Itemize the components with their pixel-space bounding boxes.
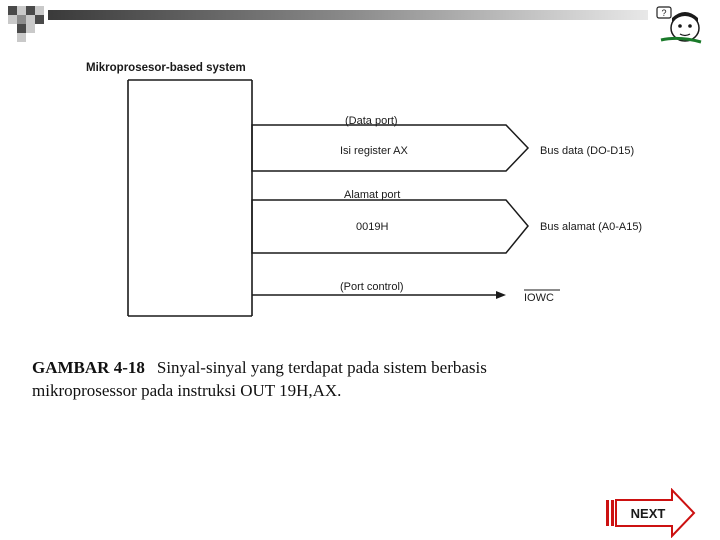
- svg-text:?: ?: [661, 8, 667, 18]
- address-bus-arrow: [252, 200, 528, 253]
- header-band: [0, 0, 720, 42]
- mascot-icon: [655, 6, 703, 46]
- checker-square: [26, 24, 35, 33]
- port-control-label: (Port control): [340, 281, 404, 293]
- control-arrowhead: [496, 291, 506, 299]
- checker-square: [35, 15, 44, 24]
- address-value-label: 0019H: [356, 221, 389, 233]
- next-button[interactable]: [604, 488, 698, 538]
- checker-square: [26, 15, 35, 24]
- figure-caption: [32, 356, 672, 402]
- checker-square: [17, 15, 26, 24]
- checker-square: [8, 15, 17, 24]
- caption-line-1: Sinyal-sinyal yang terdapat pada sistem berbasis: [156, 358, 487, 377]
- checker-square: [17, 33, 26, 42]
- iowc-label: IOWC: [524, 292, 554, 304]
- bus-data-label: Bus data (DO-D15): [540, 145, 635, 157]
- caption-line-2: mikroprosessor pada instruksi OUT 19H,AX.: [32, 381, 342, 400]
- checker-square: [17, 6, 26, 15]
- figure-number: GAMBAR 4-18: [32, 358, 145, 377]
- checker-square: [17, 24, 26, 33]
- bus-address-label: Bus alamat (A0-A15): [540, 221, 643, 233]
- address-port-label: Alamat port: [344, 189, 401, 201]
- checker-square: [26, 6, 35, 15]
- header-gradient-bar: [48, 10, 648, 20]
- system-label: Mikroprosesor-based system: [86, 62, 246, 74]
- io-signal-diagram: [20, 50, 710, 330]
- register-label: Isi register AX: [340, 145, 408, 157]
- data-port-label: (Data port): [345, 115, 398, 127]
- next-label[interactable]: NEXT: [630, 506, 666, 521]
- checker-square: [8, 6, 17, 15]
- checker-square: [35, 6, 44, 15]
